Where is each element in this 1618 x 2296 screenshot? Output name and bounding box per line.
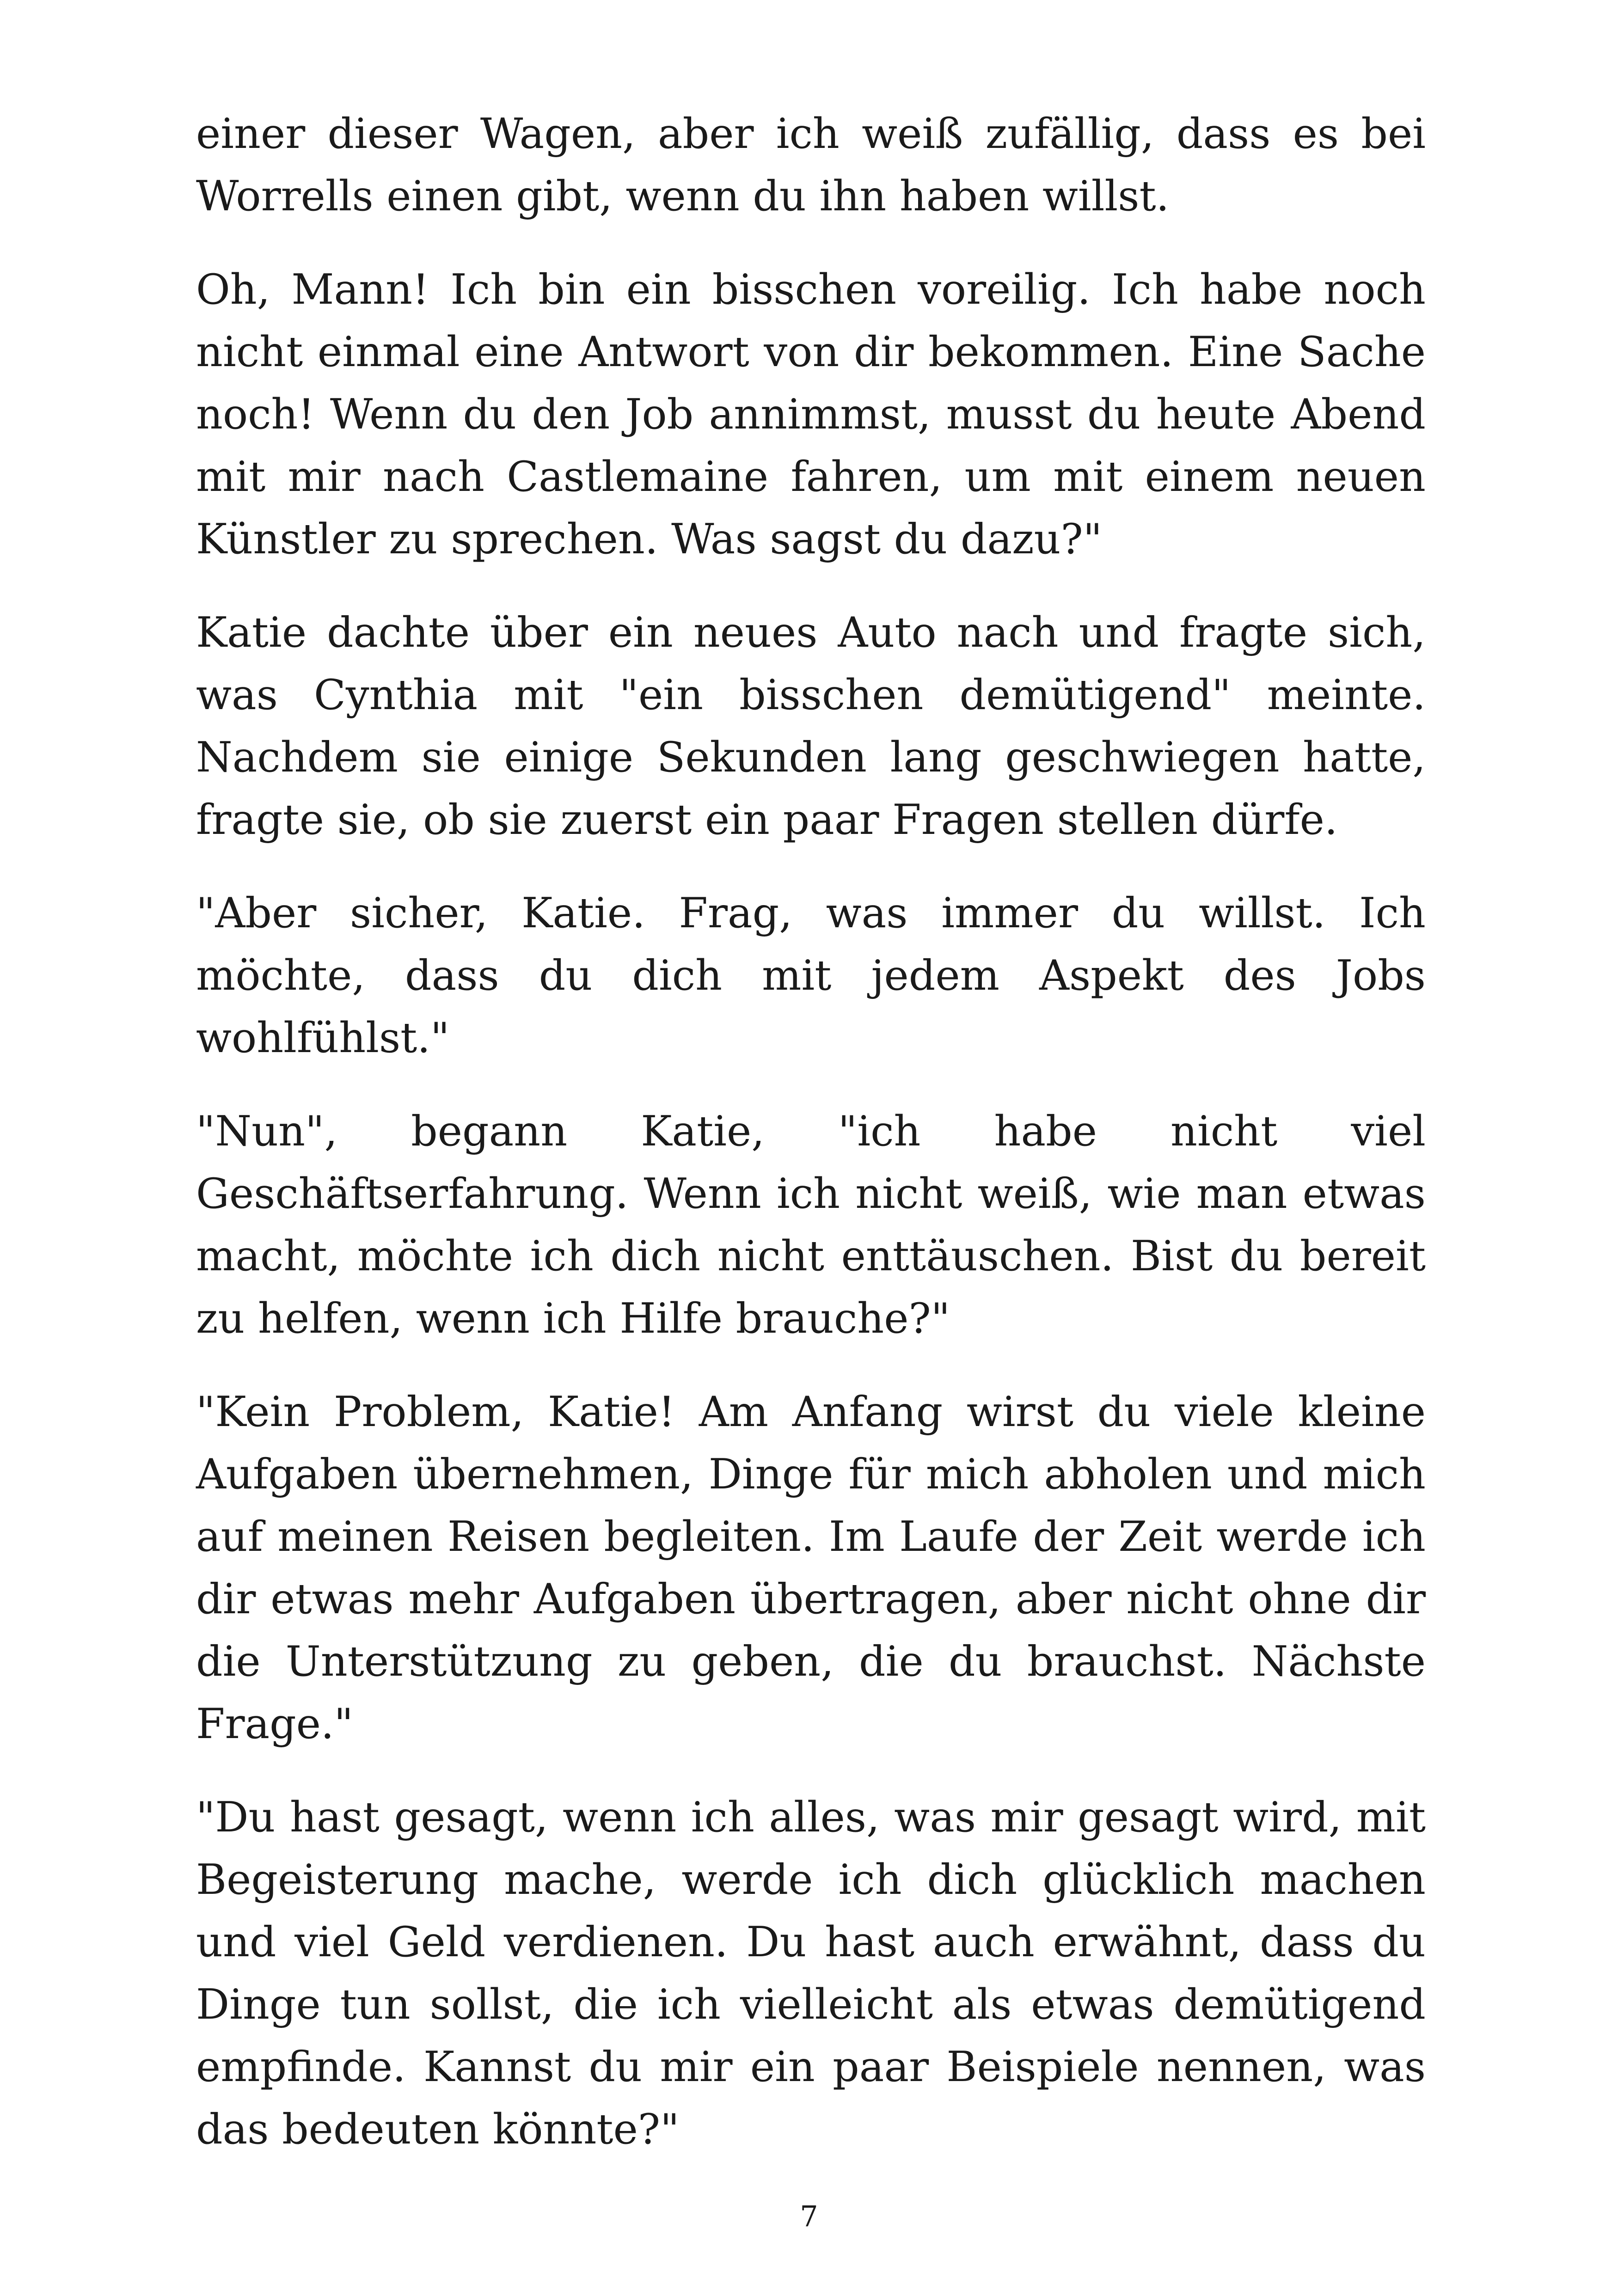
paragraph-3: Katie dachte über ein neues Auto nach und fragte sich, was Cynthia mit "ein bisschen demütigend" meinte. Nachdem sie einige Sekunden lang geschwiegen hatte, fragte sie, ob sie zuerst ein paar Fragen stellen dürfe. [196, 608, 1426, 844]
paragraph-6: "Kein Problem, Katie! Am Anfang wirst du viele kleine Aufgaben übernehmen, Dinge für mich abholen und mich auf meinen Reisen begleiten. Im Laufe der Zeit werde ich dir etwas mehr Aufgaben übertragen, aber nicht ohne dir die Unterstützung zu geben, die du brauchst. Nächste Frage." [196, 1388, 1426, 1748]
paragraph-4: "Aber sicher, Katie. Frag, was immer du willst. Ich möchte, dass du dich mit jedem Aspekt des Jobs wohlfühlst." [196, 889, 1426, 1062]
paragraph-5: "Nun", begann Katie, "ich habe nicht viel Geschäftserfahrung. Wenn ich nicht weiß, wie man etwas macht, möchte ich dich nicht enttäuschen. Bist du bereit zu helfen, wenn ich Hilfe brauche?" [196, 1107, 1426, 1343]
body-text [196, 103, 1426, 2192]
paragraph-2: Oh, Mann! Ich bin ein bisschen voreilig. Ich habe noch nicht einmal eine Antwort von dir bekommen. Eine Sache noch! Wenn du den Job annimmst, musst du heute Abend mit mir nach Castlemaine fahren, um mit einem neuen Künstler zu sprechen. Was sagst du dazu?" [196, 265, 1426, 563]
page-number: 7 [800, 2199, 818, 2233]
paragraph-1: einer dieser Wagen, aber ich weiß zufällig, dass es bei Worrells einen gibt, wenn du ihn haben willst. [196, 110, 1426, 220]
paragraph-7: "Du hast gesagt, wenn ich alles, was mir gesagt wird, mit Begeisterung mache, werde ich dich glücklich machen und viel Geld verdienen. Du hast auch erwähnt, dass du Dinge tun sollst, die ich vielleicht als etwas demütigend empfinde. Kannst du mir ein paar Beispiele nennen, was das bedeuten könnte?" [196, 1793, 1426, 2154]
